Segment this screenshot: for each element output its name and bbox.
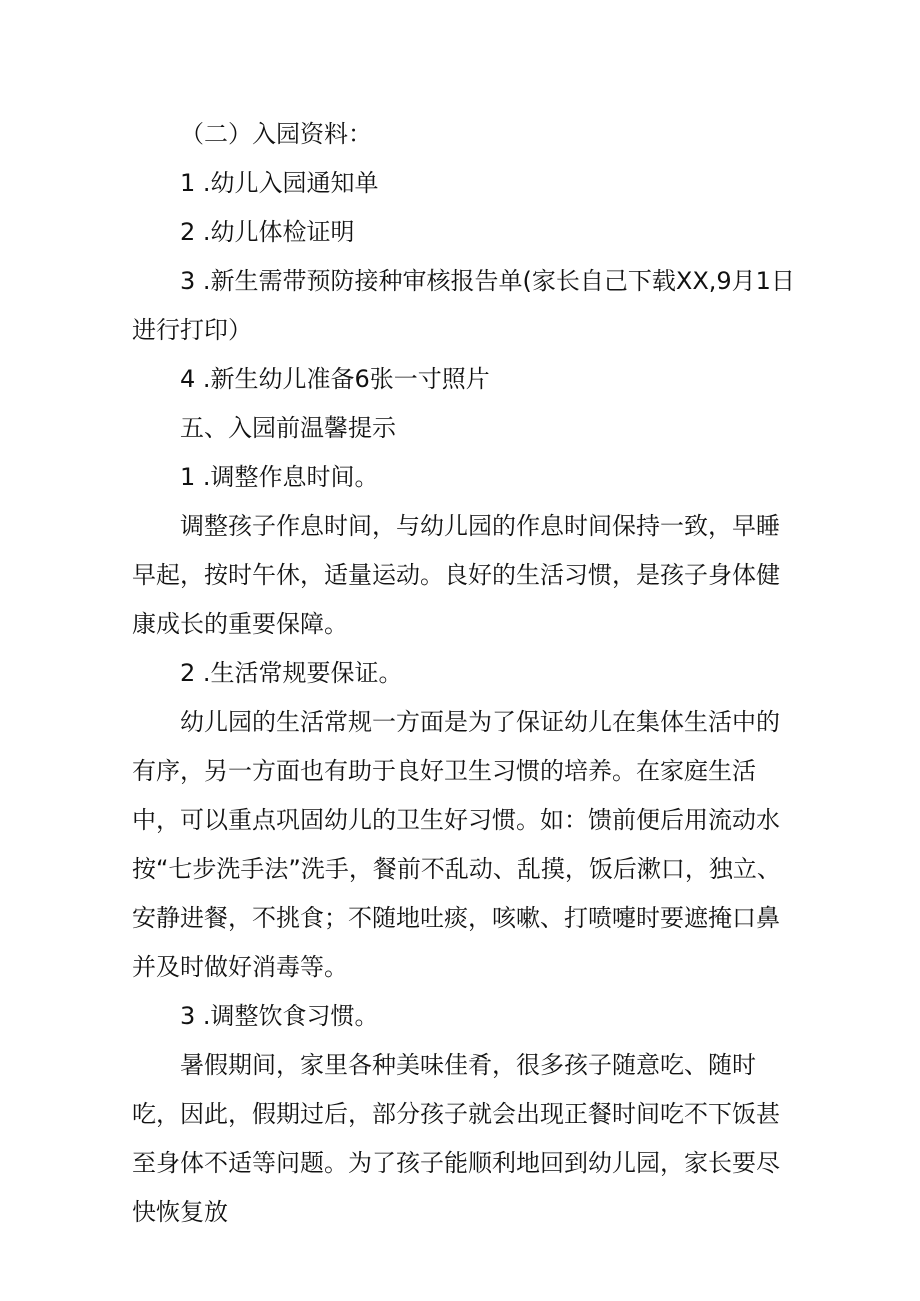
section-heading-tips: 五、入园前温馨提示 xyxy=(180,414,396,442)
paragraph-schedule: 调整孩子作息时间，与幼儿园的作息时间保持一致，早睡早起，按时午休，适量运动。良好的生活习惯，是孩子身体健康成长的重要保障。 xyxy=(132,512,780,638)
tip-heading-diet: 3 .调整饮食习惯。 xyxy=(180,1002,379,1030)
list-item-admission-notice: 1 .幼儿入园通知单 xyxy=(180,169,379,197)
section-heading-admission-materials: （二）入园资料： xyxy=(180,120,372,148)
list-item-health-certificate: 2 .幼儿体检证明 xyxy=(180,218,355,246)
tip-heading-routine: 2 .生活常规要保证。 xyxy=(180,659,403,687)
paragraph-routine: 幼儿园的生活常规一方面是为了保证幼儿在集体生活中的有序，另一方面也有助于良好卫生习惯的培养。在家庭生活中，可以重点巩固幼儿的卫生好习惯。如：馈前便后用流动水按“七步洗手法”洗手，餐前不乱动、乱摸，饭后漱口，独立、安静进餐，不挑食；不随地吐痰，咳嗽、打喷嚏时要遮掩口鼻并及时做好消毒等。 xyxy=(132,708,781,981)
list-item-vaccination-report: 3 .新生需带预防接种审核报告单(家长自己下载XX,9月1日进行打印） xyxy=(132,267,795,344)
list-item-photos: 4 .新生幼儿准备6张一寸照片 xyxy=(180,365,490,393)
tip-heading-schedule: 1 .调整作息时间。 xyxy=(180,463,379,491)
document-body xyxy=(132,110,802,1237)
paragraph-diet: 暑假期间，家里各种美味佳肴，很多孩子随意吃、随时吃，因此，假期过后，部分孩子就会出现正餐时间吃不下饭甚至身体不适等问题。为了孩子能顺利地回到幼儿园，家长要尽快恢复放 xyxy=(132,1051,780,1226)
